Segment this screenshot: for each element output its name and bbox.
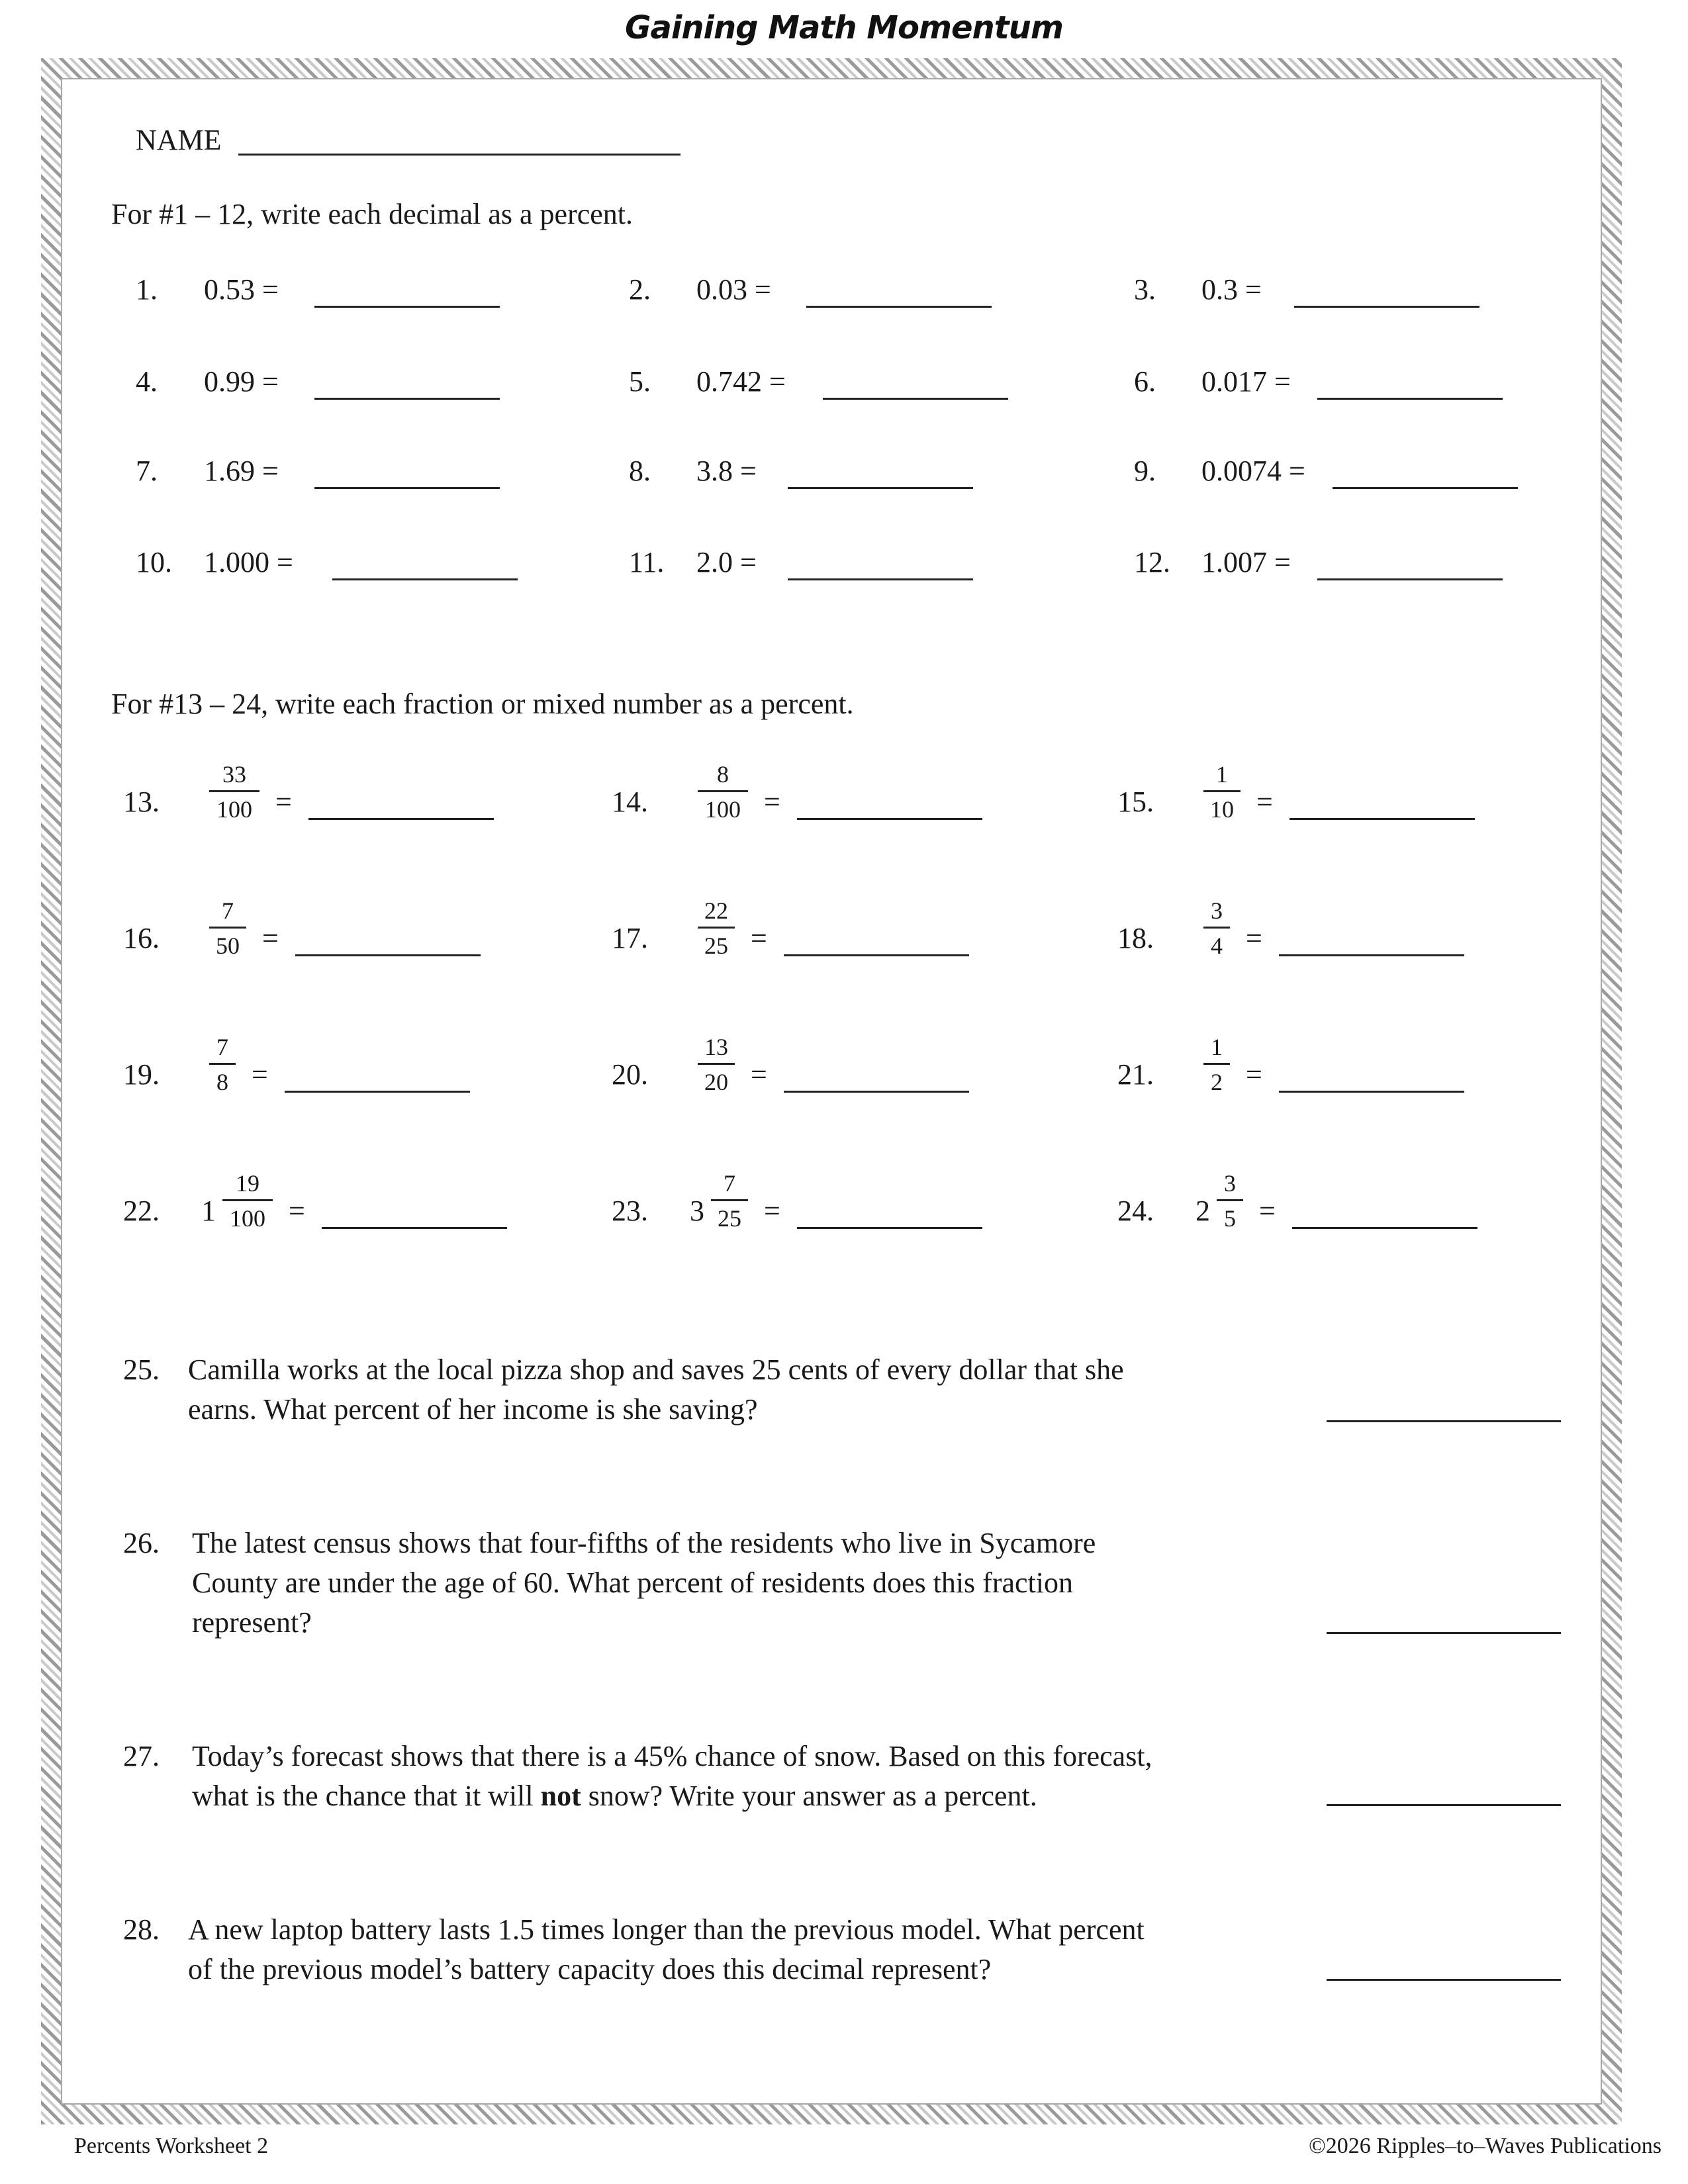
equals-sign: = bbox=[275, 786, 292, 818]
problem-number: 26. bbox=[123, 1527, 160, 1559]
problem-line: Today’s forecast shows that there is a 45% chance of snow. Based on this forecast, bbox=[192, 1740, 1152, 1772]
problem-line: A new laptop battery lasts 1.5 times longer than the previous model. What percent bbox=[188, 1913, 1145, 1946]
answer-blank[interactable] bbox=[1279, 954, 1464, 956]
problem-line bbox=[192, 1776, 1331, 1816]
numerator: 3 bbox=[1224, 1170, 1236, 1197]
numerator: 13 bbox=[704, 1034, 728, 1060]
emphasis-not: not bbox=[540, 1780, 581, 1812]
footer-left: Percents Worksheet 2 bbox=[74, 2134, 269, 2158]
fraction bbox=[711, 1171, 748, 1230]
decimal-expression: 0.99 = bbox=[204, 365, 279, 398]
item-number: 14. bbox=[612, 786, 648, 818]
decimal-expression: 0.0074 = bbox=[1201, 455, 1305, 487]
problem-line: County are under the age of 60. What percent of residents does this fraction bbox=[192, 1567, 1073, 1599]
denominator: 4 bbox=[1211, 933, 1223, 959]
equals-sign: = bbox=[289, 1195, 305, 1227]
fraction bbox=[1203, 762, 1241, 821]
footer-right: ©2026 Ripples–to–Waves Publications bbox=[1308, 2134, 1662, 2158]
item-number: 19. bbox=[123, 1058, 160, 1091]
fraction bbox=[222, 1171, 273, 1230]
denominator: 100 bbox=[230, 1205, 265, 1232]
decimal-expression: 3.8 = bbox=[696, 455, 757, 487]
numerator: 7 bbox=[222, 897, 234, 924]
answer-blank[interactable] bbox=[797, 818, 982, 820]
numerator: 33 bbox=[222, 761, 246, 788]
problem-line-part: snow? Write your answer as a percent. bbox=[581, 1780, 1037, 1812]
problem-line: earns. What percent of her income is she saving? bbox=[188, 1393, 758, 1426]
section2-instruction: For #13 – 24, write each fraction or mixed number as a percent. bbox=[111, 688, 854, 720]
numerator: 22 bbox=[704, 897, 728, 924]
answer-blank[interactable] bbox=[332, 578, 518, 580]
fraction bbox=[1203, 1035, 1230, 1094]
answer-blank[interactable] bbox=[1333, 487, 1518, 489]
fraction bbox=[209, 899, 246, 958]
problem-text bbox=[192, 1737, 1331, 1816]
problem-number: 28. bbox=[123, 1913, 160, 1946]
equals-sign: = bbox=[751, 922, 767, 954]
denominator: 2 bbox=[1211, 1069, 1223, 1095]
numerator: 7 bbox=[216, 1034, 228, 1060]
problem-text bbox=[188, 1910, 1327, 1989]
item-number: 18. bbox=[1117, 922, 1154, 954]
item-number: 10. bbox=[136, 546, 172, 578]
answer-blank[interactable] bbox=[285, 1091, 470, 1093]
item-number: 15. bbox=[1117, 786, 1154, 818]
problem-text bbox=[188, 1350, 1327, 1430]
item-number: 6. bbox=[1134, 365, 1156, 398]
fraction bbox=[698, 762, 748, 821]
answer-blank[interactable] bbox=[308, 818, 494, 820]
problem-number: 27. bbox=[123, 1740, 160, 1772]
answer-blank[interactable] bbox=[314, 306, 500, 308]
denominator: 20 bbox=[704, 1069, 728, 1095]
numerator: 1 bbox=[1211, 1034, 1223, 1060]
numerator: 19 bbox=[236, 1170, 259, 1197]
item-number: 4. bbox=[136, 365, 158, 398]
answer-blank[interactable] bbox=[797, 1227, 982, 1229]
decimal-expression: 1.000 = bbox=[204, 546, 293, 578]
answer-blank[interactable] bbox=[788, 578, 973, 580]
equals-sign: = bbox=[764, 1195, 780, 1227]
item-number: 3. bbox=[1134, 273, 1156, 306]
answer-blank[interactable] bbox=[1292, 1227, 1477, 1229]
problem-text bbox=[192, 1524, 1331, 1643]
problem-line-part: what is the chance that it will bbox=[192, 1780, 541, 1812]
decimal-expression: 0.03 = bbox=[696, 273, 771, 306]
fraction bbox=[698, 899, 735, 958]
equals-sign: = bbox=[252, 1058, 268, 1091]
answer-blank[interactable] bbox=[314, 487, 500, 489]
answer-blank[interactable] bbox=[1289, 818, 1475, 820]
answer-blank[interactable] bbox=[1294, 306, 1479, 308]
decimal-expression: 0.53 = bbox=[204, 273, 279, 306]
answer-blank[interactable] bbox=[322, 1227, 507, 1229]
answer-blank[interactable] bbox=[784, 954, 969, 956]
answer-blank[interactable] bbox=[784, 1091, 969, 1093]
item-number: 2. bbox=[629, 273, 651, 306]
problem-line: The latest census shows that four-fifths of the residents who live in Sycamore bbox=[192, 1527, 1096, 1559]
worksheet-title: Gaining Math Momentum bbox=[625, 9, 1063, 46]
equals-sign: = bbox=[1246, 922, 1262, 954]
answer-blank[interactable] bbox=[1317, 578, 1503, 580]
mixed-whole: 1 bbox=[201, 1195, 216, 1227]
item-number: 16. bbox=[123, 922, 160, 954]
numerator: 8 bbox=[717, 761, 729, 788]
answer-blank[interactable] bbox=[1327, 1632, 1561, 1634]
item-number: 1. bbox=[136, 273, 158, 306]
fraction bbox=[1203, 899, 1230, 958]
denominator: 10 bbox=[1210, 796, 1234, 823]
fraction bbox=[698, 1035, 735, 1094]
equals-sign: = bbox=[764, 786, 780, 818]
fraction bbox=[1217, 1171, 1243, 1230]
equals-sign: = bbox=[751, 1058, 767, 1091]
mixed-whole: 2 bbox=[1196, 1195, 1210, 1227]
item-number: 17. bbox=[612, 922, 648, 954]
fraction bbox=[209, 762, 259, 821]
item-number: 11. bbox=[629, 546, 665, 578]
answer-blank[interactable] bbox=[1327, 1979, 1561, 1981]
problem-number: 25. bbox=[123, 1353, 160, 1386]
answer-blank[interactable] bbox=[1327, 1420, 1561, 1422]
denominator: 50 bbox=[216, 933, 240, 959]
answer-blank[interactable] bbox=[1317, 398, 1503, 400]
item-number: 13. bbox=[123, 786, 160, 818]
name-field[interactable] bbox=[238, 154, 680, 156]
equals-sign: = bbox=[1259, 1195, 1276, 1227]
mixed-whole: 3 bbox=[690, 1195, 704, 1227]
answer-blank[interactable] bbox=[295, 954, 481, 956]
equals-sign: = bbox=[1246, 1058, 1262, 1091]
item-number: 22. bbox=[123, 1195, 160, 1227]
numerator: 7 bbox=[724, 1170, 735, 1197]
item-number: 23. bbox=[612, 1195, 648, 1227]
answer-blank[interactable] bbox=[806, 306, 992, 308]
item-number: 20. bbox=[612, 1058, 648, 1091]
denominator: 25 bbox=[704, 933, 728, 959]
fraction bbox=[209, 1035, 236, 1094]
equals-sign: = bbox=[262, 922, 279, 954]
answer-blank[interactable] bbox=[1279, 1091, 1464, 1093]
item-number: 21. bbox=[1117, 1058, 1154, 1091]
decimal-expression: 1.007 = bbox=[1201, 546, 1291, 578]
answer-blank[interactable] bbox=[788, 487, 973, 489]
equals-sign: = bbox=[1256, 786, 1273, 818]
denominator: 25 bbox=[718, 1205, 741, 1232]
item-number: 12. bbox=[1134, 546, 1170, 578]
answer-blank[interactable] bbox=[314, 398, 500, 400]
item-number: 24. bbox=[1117, 1195, 1154, 1227]
problem-line: represent? bbox=[192, 1606, 312, 1639]
problem-line: Camilla works at the local pizza shop and saves 25 cents of every dollar that she bbox=[188, 1353, 1124, 1386]
item-number: 9. bbox=[1134, 455, 1156, 487]
denominator: 100 bbox=[216, 796, 252, 823]
name-label: NAME bbox=[136, 124, 222, 156]
decimal-expression: 1.69 = bbox=[204, 455, 279, 487]
section1-instruction: For #1 – 12, write each decimal as a percent. bbox=[111, 198, 633, 230]
denominator: 5 bbox=[1224, 1205, 1236, 1232]
numerator: 3 bbox=[1211, 897, 1223, 924]
denominator: 100 bbox=[705, 796, 741, 823]
answer-blank[interactable] bbox=[823, 398, 1008, 400]
denominator: 8 bbox=[216, 1069, 228, 1095]
item-number: 5. bbox=[629, 365, 651, 398]
decimal-expression: 2.0 = bbox=[696, 546, 757, 578]
decimal-expression: 0.742 = bbox=[696, 365, 786, 398]
numerator: 1 bbox=[1216, 761, 1228, 788]
decimal-expression: 0.3 = bbox=[1201, 273, 1262, 306]
item-number: 7. bbox=[136, 455, 158, 487]
item-number: 8. bbox=[629, 455, 651, 487]
answer-blank[interactable] bbox=[1327, 1804, 1561, 1806]
problem-line: of the previous model’s battery capacity does this decimal represent? bbox=[188, 1953, 992, 1985]
decimal-expression: 0.017 = bbox=[1201, 365, 1291, 398]
